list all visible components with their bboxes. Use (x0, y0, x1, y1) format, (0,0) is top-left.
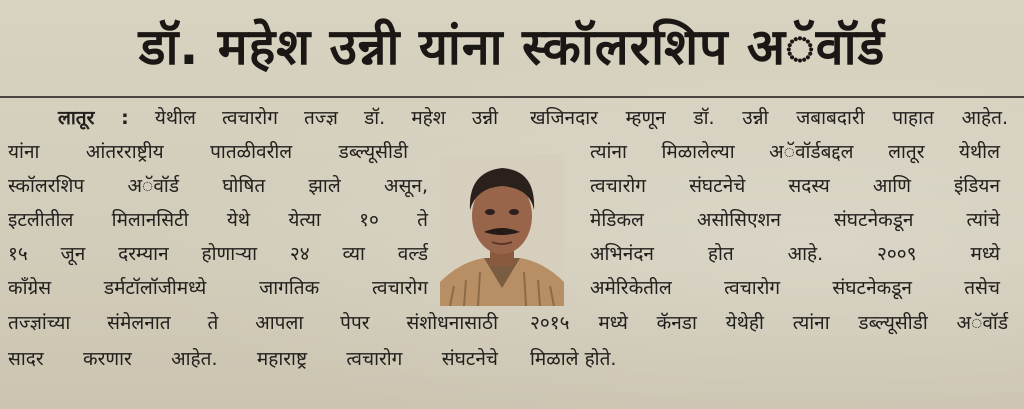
right-column (530, 103, 1008, 383)
article-line: मिळाले होते. (530, 348, 617, 370)
article-text: येथील त्वचारोग तज्ज्ञ डॉ. महेश उन्नी (154, 107, 498, 129)
dateline: लातूर : (58, 107, 129, 129)
article-line: २०१५ मध्ये कॅनडा येथेही त्यांना डब्ल्यूसीडी अॅवॉर्ड (530, 312, 1008, 334)
article-line: त्वचारोग संघटनेचे सदस्य आणि इंडियन (590, 175, 1000, 197)
article-line: खजिनदार म्हणून डॉ. उन्नी जबाबदारी पाहात आहेत. (530, 107, 1008, 129)
article-line: स्कॉलरशिप अॅवॉर्ड घोषित झाले असून, (8, 175, 428, 197)
article-line: मेडिकल असोसिएशन संघटनेकडून त्यांचे (590, 209, 1000, 231)
headline: डॉ. महेश उन्नी यांना स्कॉलरशिप अॅवॉर्ड (138, 18, 886, 76)
article-line (58, 103, 498, 133)
article-line: त्यांना मिळालेल्या अॅवॉर्डबद्दल लातूर येथील (590, 141, 1000, 163)
article-line: इटलीतील मिलानसिटी येथे येत्या १० ते (8, 209, 428, 231)
article-line: अमेरिकेतील त्वचारोग संघटनेकडून तसेच (590, 277, 1000, 299)
article-line: अभिनंदन होत आहे. २००९ मध्ये (590, 243, 1000, 265)
article-line: यांना आंतरराष्ट्रीय पातळीवरील डब्ल्यूसीडी (8, 141, 408, 163)
article-line: तज्ज्ञांच्या संमेलनात ते आपला पेपर संशोधनासाठी (8, 312, 498, 334)
article-line: १५ जून दरम्यान होणाऱ्या २४ व्या वर्ल्ड (8, 243, 428, 265)
article-line: काँग्रेस डर्मटॉलॉजीमध्ये जागतिक त्वचारोग (8, 277, 428, 299)
left-column (8, 103, 498, 383)
article-line: सादर करणार आहेत. महाराष्ट्र त्वचारोग संघटनेचे (8, 348, 498, 370)
headline-rule (0, 96, 1024, 98)
